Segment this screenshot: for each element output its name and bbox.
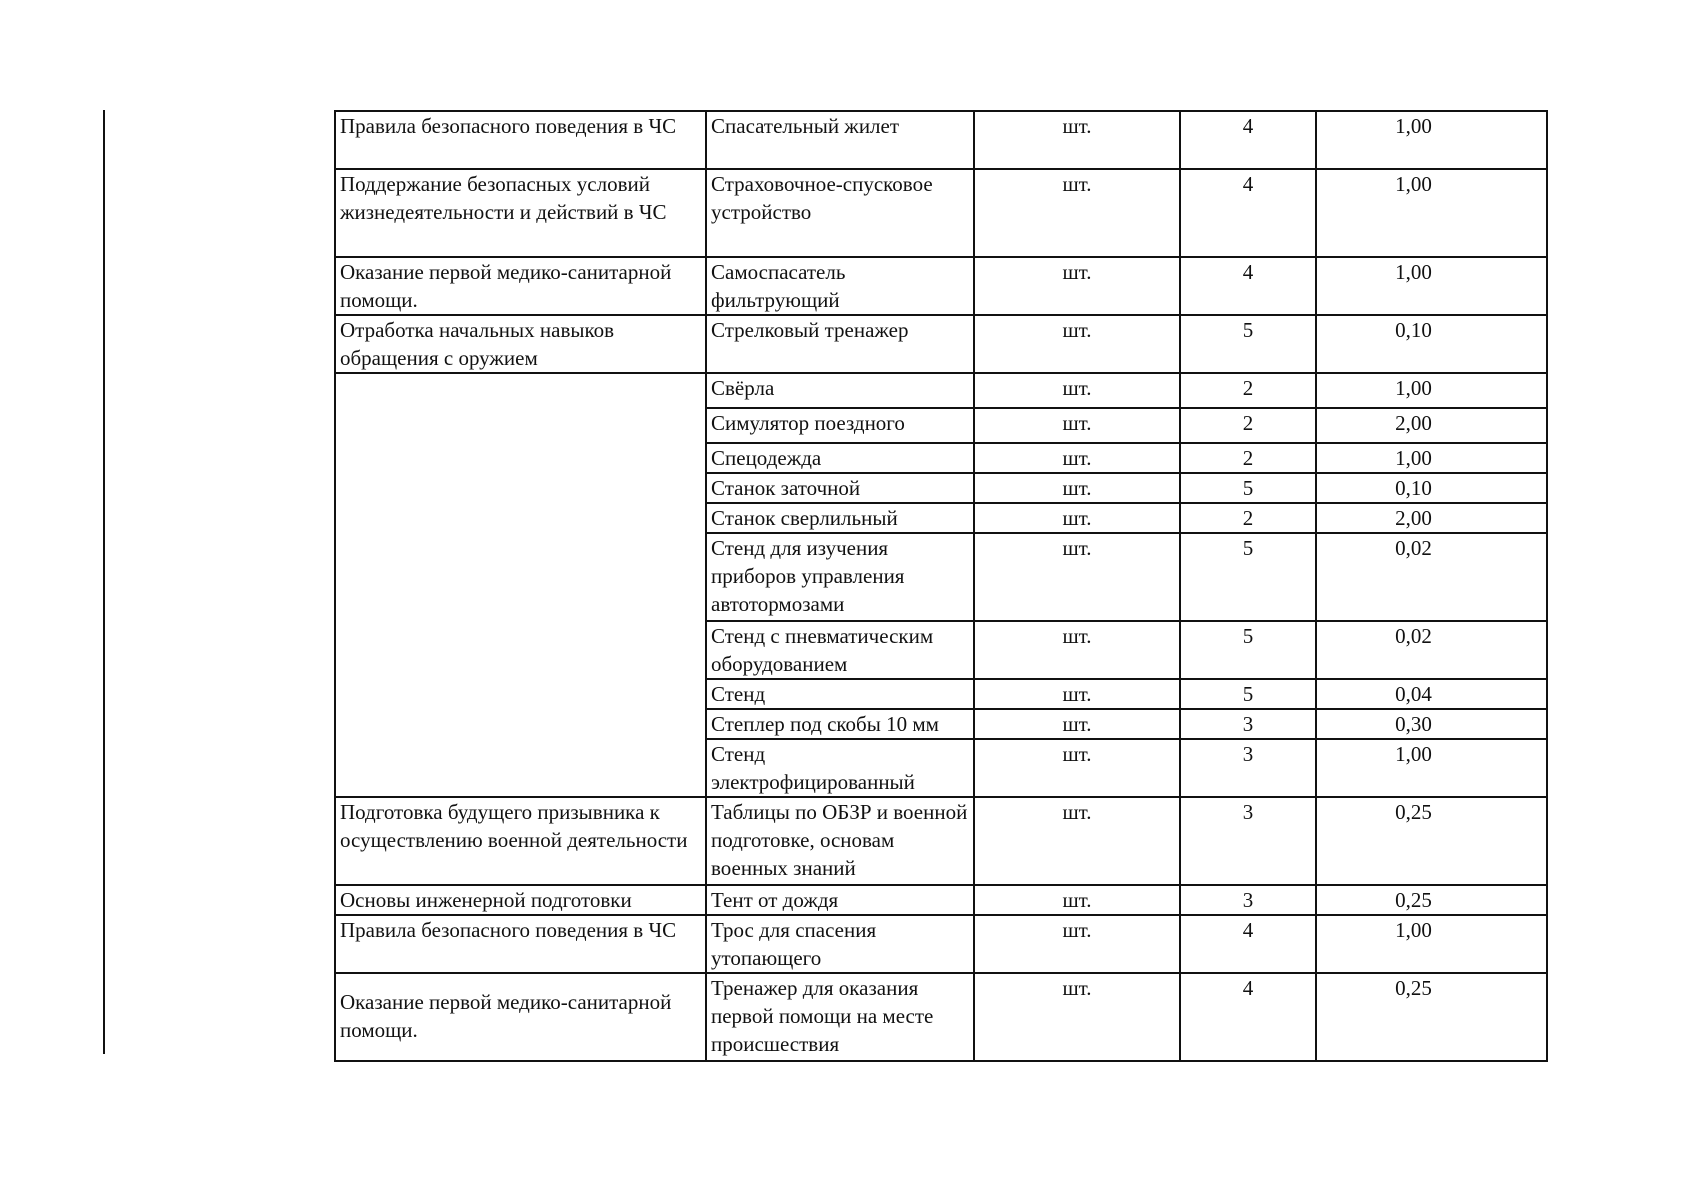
norm-cell: 2,00 — [1316, 408, 1547, 443]
norm-cell: 0,10 — [1316, 315, 1547, 373]
unit-cell: шт. — [974, 533, 1180, 621]
qty-cell: 2 — [1180, 408, 1316, 443]
qty-cell: 2 — [1180, 443, 1316, 473]
topic-cell: Основы инженерной подготовки — [335, 885, 706, 915]
item-cell: Станок сверлильный — [706, 503, 974, 533]
qty-cell: 5 — [1180, 533, 1316, 621]
item-cell: Страховочное-спусковое устройство — [706, 169, 974, 257]
item-cell: Таблицы по ОБЗР и военной подготовке, основам военных знаний — [706, 797, 974, 885]
qty-cell: 3 — [1180, 797, 1316, 885]
unit-cell: шт. — [974, 443, 1180, 473]
norm-cell: 0,02 — [1316, 621, 1547, 679]
norm-cell: 1,00 — [1316, 257, 1547, 315]
qty-cell: 2 — [1180, 373, 1316, 408]
table-row — [335, 915, 1547, 973]
norm-cell: 0,30 — [1316, 709, 1547, 739]
qty-cell: 5 — [1180, 621, 1316, 679]
norm-cell: 0,10 — [1316, 473, 1547, 503]
unit-cell: шт. — [974, 111, 1180, 169]
item-cell: Самоспасатель фильтрующий — [706, 257, 974, 315]
norm-cell: 1,00 — [1316, 739, 1547, 797]
norm-cell: 1,00 — [1316, 169, 1547, 257]
qty-cell: 4 — [1180, 973, 1316, 1061]
unit-cell: шт. — [974, 315, 1180, 373]
topic-cell: Правила безопасного поведения в ЧС — [335, 915, 706, 973]
table-row — [335, 373, 1547, 408]
item-cell: Станок заточной — [706, 473, 974, 503]
unit-cell: шт. — [974, 973, 1180, 1061]
item-cell: Стрелковый тренажер — [706, 315, 974, 373]
topic-cell: Подготовка будущего призывника к осуществлению военной деятельности — [335, 797, 706, 885]
item-cell: Стенд для изучения приборов управления автотормозами — [706, 533, 974, 621]
item-cell: Симулятор поездного — [706, 408, 974, 443]
item-cell: Стенд — [706, 679, 974, 709]
topic-cell: Поддержание безопасных условий жизнедеятельности и действий в ЧС — [335, 169, 706, 257]
topic-cell-empty — [335, 373, 706, 797]
norm-cell: 2,00 — [1316, 503, 1547, 533]
qty-cell: 4 — [1180, 111, 1316, 169]
item-cell: Свёрла — [706, 373, 974, 408]
norm-cell: 0,02 — [1316, 533, 1547, 621]
unit-cell: шт. — [974, 915, 1180, 973]
unit-cell: шт. — [974, 739, 1180, 797]
unit-cell: шт. — [974, 709, 1180, 739]
qty-cell: 3 — [1180, 885, 1316, 915]
table-row — [335, 973, 1547, 1061]
unit-cell: шт. — [974, 621, 1180, 679]
topic-cell: Отработка начальных навыков обращения с оружием — [335, 315, 706, 373]
item-cell: Тренажер для оказания первой помощи на месте происшествия — [706, 973, 974, 1061]
norm-cell: 1,00 — [1316, 915, 1547, 973]
equipment-table — [334, 110, 1548, 1062]
qty-cell: 5 — [1180, 315, 1316, 373]
topic-cell: Оказание первой медико-санитарной помощи. — [335, 973, 706, 1061]
qty-cell: 5 — [1180, 473, 1316, 503]
norm-cell: 0,25 — [1316, 797, 1547, 885]
qty-cell: 3 — [1180, 709, 1316, 739]
item-cell: Тент от дождя — [706, 885, 974, 915]
qty-cell: 2 — [1180, 503, 1316, 533]
qty-cell: 5 — [1180, 679, 1316, 709]
unit-cell: шт. — [974, 373, 1180, 408]
norm-cell: 0,04 — [1316, 679, 1547, 709]
norm-cell: 0,25 — [1316, 885, 1547, 915]
unit-cell: шт. — [974, 257, 1180, 315]
table-row — [335, 797, 1547, 885]
table-row — [335, 257, 1547, 315]
table-row — [335, 111, 1547, 169]
norm-cell: 1,00 — [1316, 111, 1547, 169]
page-margin-line — [103, 110, 105, 1054]
item-cell: Спасательный жилет — [706, 111, 974, 169]
norm-cell: 0,25 — [1316, 973, 1547, 1061]
qty-cell: 4 — [1180, 257, 1316, 315]
item-cell: Стенд с пневматическим оборудованием — [706, 621, 974, 679]
unit-cell: шт. — [974, 797, 1180, 885]
item-cell: Стенд электрофицированный — [706, 739, 974, 797]
norm-cell: 1,00 — [1316, 373, 1547, 408]
item-cell: Степлер под скобы 10 мм — [706, 709, 974, 739]
norm-cell: 1,00 — [1316, 443, 1547, 473]
table-row — [335, 169, 1547, 257]
topic-cell: Правила безопасного поведения в ЧС — [335, 111, 706, 169]
qty-cell: 4 — [1180, 169, 1316, 257]
unit-cell: шт. — [974, 679, 1180, 709]
item-cell: Трос для спасения утопающего — [706, 915, 974, 973]
unit-cell: шт. — [974, 503, 1180, 533]
unit-cell: шт. — [974, 408, 1180, 443]
topic-cell: Оказание первой медико-санитарной помощи. — [335, 257, 706, 315]
qty-cell: 4 — [1180, 915, 1316, 973]
qty-cell: 3 — [1180, 739, 1316, 797]
table-row — [335, 885, 1547, 915]
unit-cell: шт. — [974, 169, 1180, 257]
item-cell: Спецодежда — [706, 443, 974, 473]
unit-cell: шт. — [974, 885, 1180, 915]
table-row — [335, 315, 1547, 373]
unit-cell: шт. — [974, 473, 1180, 503]
